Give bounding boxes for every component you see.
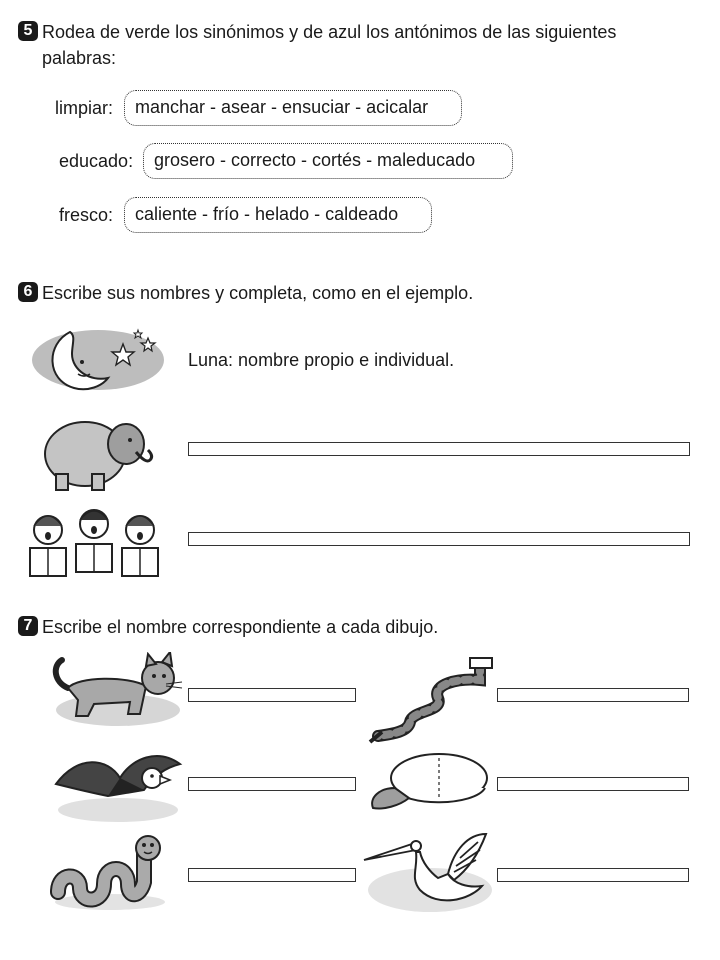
stork-icon [358,828,498,918]
answer-line-cat[interactable] [188,688,356,702]
exercise-6-instruction: Escribe sus nombres y completa, como en el ejemplo. [42,283,474,303]
beret-icon [365,748,490,818]
answer-line-hose[interactable] [497,688,689,702]
answer-line-elephant[interactable] [188,442,690,456]
answer-line-snake[interactable] [188,868,356,882]
exercise-6-number: 6 [18,282,38,302]
options-limpiar[interactable]: manchar - asear - ensuciar - acicalar [124,90,462,126]
word-educado: educado: [59,151,134,171]
answer-line-beret[interactable] [497,777,689,791]
example-answer: Luna: nombre propio e individual. [188,350,455,370]
word-fresco: fresco: [59,205,114,225]
exercise-5-number: 5 [18,21,38,41]
hose-icon [362,652,497,747]
answer-line-children[interactable] [188,532,690,546]
exercise-5-instruction: Rodea de verde los sinónimos y de azul los antónimos de las siguientes palabras: [42,22,617,68]
eagle-icon [48,744,188,824]
exercise-7-number: 7 [18,616,38,636]
answer-line-stork[interactable] [497,868,689,882]
word-limpiar: limpiar: [55,98,114,118]
answer-line-eagle[interactable] [188,777,356,791]
snake-icon [48,832,173,912]
cat-icon [48,652,188,732]
options-fresco[interactable]: caliente - frío - helado - caldeado [124,197,432,233]
exercise-7-instruction: Escribe el nombre correspondiente a cada dibujo. [42,617,439,637]
moon-stars-icon [28,322,168,397]
elephant-icon [40,412,155,494]
options-educado[interactable]: grosero - correcto - cortés - maleducado [143,143,513,179]
children-singing-icon [26,504,166,582]
